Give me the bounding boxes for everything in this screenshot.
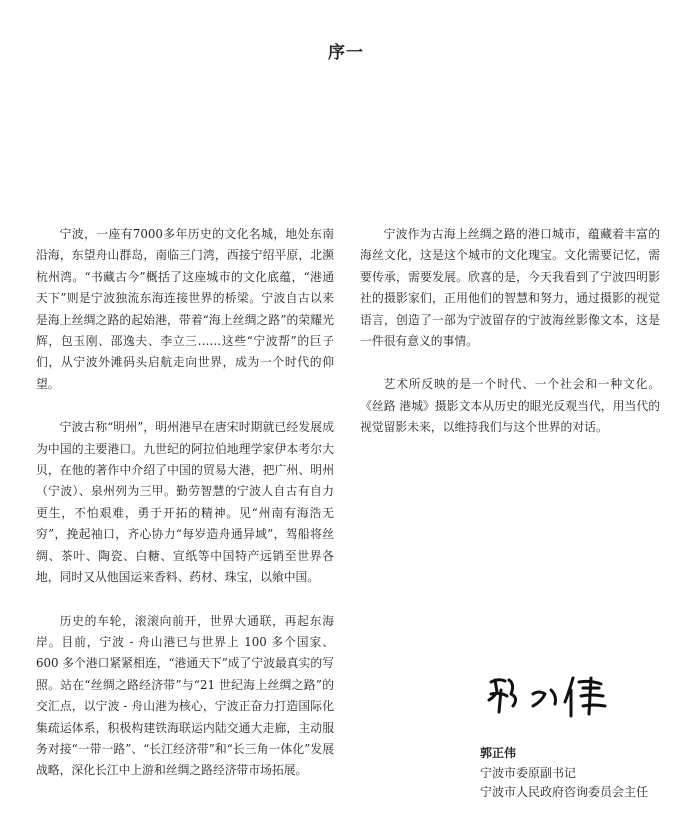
handwritten-signature-image (485, 672, 615, 720)
left-column (36, 224, 334, 804)
signature-role-1: 宁波市委原副书记 (480, 766, 577, 780)
signature-name: 郭正伟 (480, 746, 517, 760)
right-column (360, 224, 660, 461)
paragraph-right-2: 艺术所反映的是一个时代、一个社会和一种文化。《丝路 港城》摄影文本从历史的眼光反观当代，用当代的视觉留影未来，以维持我们与这个世界的对话。 (360, 377, 660, 435)
signature-role-2: 宁波市人民政府咨询委员会主任 (480, 785, 649, 799)
paragraph-left-3: 历史的车轮，滚滚向前开，世界大通联，再起东海岸。目前，宁波 - 舟山港已与世界上 100 多个国家、600 多个港口紧紧相连，“港通天下”成了宁波最真实的写照。站在“丝绸之路经济带”与“21 世纪海上丝绸之路”的交汇点，以宁波 - 舟山港为核心，宁波正奋力打造国际化集疏运体系，积极构建铁海联运内陆交通大走廊，主动服务对接“一带一路”、“长江经济带”和“长三角一体化”发展战略，深化长江中上游和丝绸之路经济带市场拓展。 (36, 613, 334, 778)
paragraph-left-1: 宁波，一座有7000多年历史的文化名城，地处东南沿海，东望舟山群岛，南临三门湾，西接宁绍平原，北濒杭州湾。“书藏古今”概括了这座城市的文化底蕴，“港通天下”则是宁波独流东海连接世界的桥梁。宁波自古以来是海上丝绸之路的起始港，带着“海上丝绸之路”的荣耀光辉，包玉刚、邵逸夫、李立三……这些“宁波帮”的巨子们，从宁波外滩码头启航走向世界，成为一个时代的仰望。 (36, 227, 334, 391)
paragraph-right-1: 宁波作为古海上丝绸之路的港口城市，蕴藏着丰富的海丝文化，这是这个城市的文化瑰宝。文化需要记忆，需要传承，需要发展。欣喜的是，今天我看到了宁波四明影社的摄影家们，正用他们的智慧和努力，通过摄影的视觉语言，创造了一部为宁波留存的宁波海丝影像文本，这是一件很有意义的事情。 (360, 227, 660, 349)
paragraph-left-2: 宁波古称“明州”，明州港早在唐宋时期就已经发展成为中国的主要港口。九世纪的阿拉伯地理学家伊本考尔大贝，在他的著作中介绍了中国的贸易大港，把广州、明州（宁波）、泉州列为三甲。勤劳智慧的宁波人自古有自力更生，不怕艰难，勇于开拓的精神。见“州南有海浩无穷”，挽起袖口，齐心协力“每岁造舟通异域”，驾船将丝绸、茶叶、陶瓷、白糖、宣纸等中国特产远销至世界各地，同时又从他国运来香料、药材、珠宝，以飨中国。 (36, 420, 334, 585)
page-title: 序一 (328, 43, 364, 63)
